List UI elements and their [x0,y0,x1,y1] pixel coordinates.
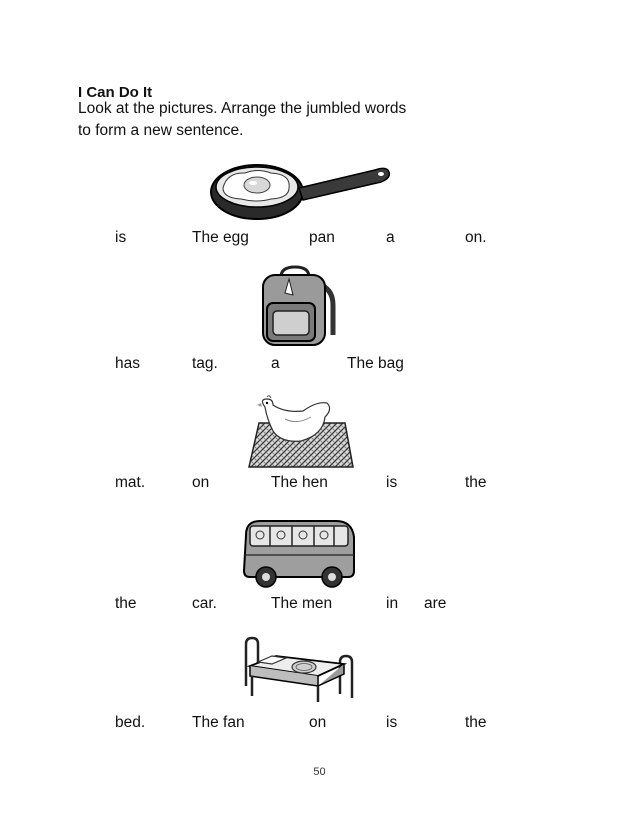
jumbled-word: pan [309,229,335,246]
jumbled-word: has [115,355,140,372]
jumbled-word: is [386,474,398,491]
instructions-line-2: to form a new sentence. [78,122,244,139]
van-with-men-picture [240,515,358,591]
jumbled-word: bed. [115,714,146,731]
page-heading: I Can Do It [78,84,153,101]
jumbled-word: mat. [115,474,146,491]
jumbled-word: are [424,595,447,612]
jumbled-word: on [309,714,327,731]
page-number: 50 [313,766,326,778]
jumbled-word: The hen [271,474,328,491]
jumbled-word: is [386,714,398,731]
jumbled-word: the [115,595,137,612]
jumbled-word: The men [271,595,333,612]
jumbled-word: car. [192,595,217,612]
jumbled-word: The bag [347,355,404,372]
backpack-picture [255,265,339,347]
jumbled-word: on [192,474,210,491]
jumbled-word: the [465,714,487,731]
jumbled-word: tag. [192,355,218,372]
jumbled-word: on. [465,229,487,246]
hen-on-mat-picture [245,395,355,471]
instructions-line-1: Look at the pictures. Arrange the jumbled words [78,100,407,117]
jumbled-word: is [115,229,127,246]
jumbled-word: a [271,355,280,372]
jumbled-word: the [465,474,487,491]
jumbled-word: The egg [192,229,249,246]
jumbled-word: The fan [192,714,245,731]
jumbled-word: in [386,595,399,612]
bed-with-fan-picture [240,636,358,706]
jumbled-word: a [386,229,395,246]
frying-pan-egg-picture [205,158,395,228]
